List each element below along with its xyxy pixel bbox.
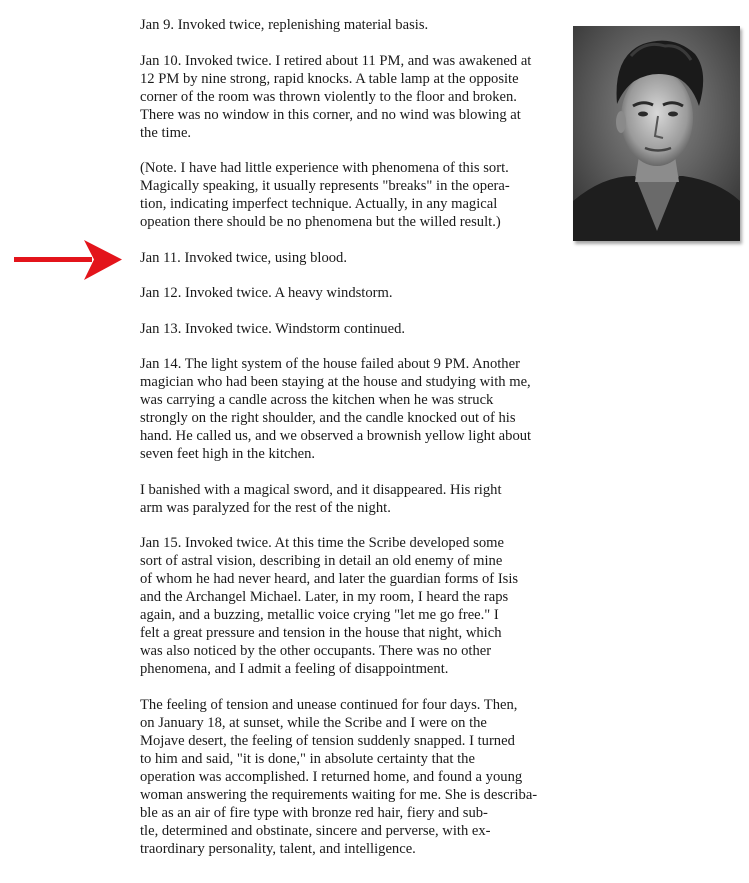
- text-line: tion, indicating imperfect technique. Actually, in any magical: [140, 196, 498, 212]
- diary-entry: [140, 355, 580, 463]
- text-line: Jan 9. Invoked twice, replenishing material basis.: [140, 17, 429, 33]
- text-line: operation was accomplished. I returned home, and found a young: [140, 768, 523, 785]
- text-line: I banished with a magical sword, and it disappeared. His right: [140, 481, 502, 498]
- text-line: 12 PM by nine strong, rapid knocks. A table lamp at the opposite: [140, 70, 519, 87]
- text-line: sort of astral vision, describing in detail an old enemy of mine: [140, 553, 503, 569]
- diary-entry: [140, 534, 580, 678]
- diary-entry: [140, 16, 580, 34]
- text-line: Jan 15. Invoked twice. At this time the Scribe developed some: [140, 535, 504, 551]
- text-line: of whom he had never heard, and later the guardian forms of Isis: [140, 571, 519, 587]
- text-line: magician who had been staying at the house and studying with me,: [140, 374, 531, 390]
- text-line: was also noticed by the other occupants. There was no other: [140, 643, 492, 659]
- text-line: traordinary personality, talent, and intelligence.: [140, 840, 416, 857]
- text-line: (Note. I have had little experience with phenomena of this sort.: [140, 160, 509, 176]
- diary-entry: [140, 159, 580, 231]
- diary-text: [140, 16, 580, 875]
- text-line: arm was paralyzed for the rest of the night.: [140, 499, 391, 516]
- text-line: Magically speaking, it usually represents "breaks" in the opera-: [140, 178, 510, 194]
- text-line: seven feet high in the kitchen.: [140, 446, 316, 462]
- portrait-image: [573, 26, 740, 241]
- text-line: Jan 11. Invoked twice, using blood.: [140, 249, 347, 266]
- text-line: tle, determined and obstinate, sincere and perverse, with ex-: [140, 822, 491, 839]
- portrait-photo: [573, 26, 740, 241]
- text-line: to him and said, "it is done," in absolute certainty that the: [140, 750, 475, 767]
- diary-entry: [140, 284, 580, 302]
- text-line: Jan 13. Invoked twice. Windstorm continued.: [140, 320, 406, 337]
- text-line: strongly on the right shoulder, and the candle knocked out of his: [140, 410, 516, 426]
- text-line: on January 18, at sunset, while the Scribe and I were on the: [140, 714, 487, 731]
- text-line: Mojave desert, the feeling of tension suddenly snapped. I turned: [140, 732, 515, 749]
- text-line: There was no window in this corner, and no wind was blowing at: [140, 106, 521, 123]
- diary-entry: [140, 696, 580, 858]
- text-line: hand. He called us, and we observed a brownish yellow light about: [140, 428, 532, 444]
- diary-entry: [140, 320, 580, 338]
- text-line: the time.: [140, 124, 192, 141]
- text-line: Jan 12. Invoked twice. A heavy windstorm.: [140, 285, 393, 301]
- text-line: The feeling of tension and unease continued for four days. Then,: [140, 696, 518, 713]
- diary-entry: [140, 481, 580, 517]
- text-line: woman answering the requirements waiting for me. She is describa-: [140, 786, 538, 803]
- text-line: again, and a buzzing, metallic voice crying "let me go free." I: [140, 607, 499, 623]
- diary-entry: [140, 52, 580, 142]
- diary-entry: [140, 249, 580, 267]
- text-line: ble as an air of fire type with bronze red hair, fiery and sub-: [140, 804, 488, 821]
- text-line: Jan 10. Invoked twice. I retired about 11 PM, and was awakened at: [140, 52, 532, 69]
- text-line: Jan 14. The light system of the house failed about 9 PM. Another: [140, 356, 520, 372]
- text-line: opeation there should be no phenomena but the willed result.): [140, 214, 501, 230]
- text-line: was carrying a candle across the kitchen when he was struck: [140, 392, 494, 408]
- text-line: felt a great pressure and tension in the house that night, which: [140, 625, 502, 641]
- text-line: corner of the room was thrown violently to the floor and broken.: [140, 88, 517, 105]
- text-line: and the Archangel Michael. Later, in my room, I heard the raps: [140, 589, 509, 605]
- text-line: phenomena, and I admit a feeling of disappointment.: [140, 661, 449, 677]
- right-arrow-icon: [14, 240, 122, 280]
